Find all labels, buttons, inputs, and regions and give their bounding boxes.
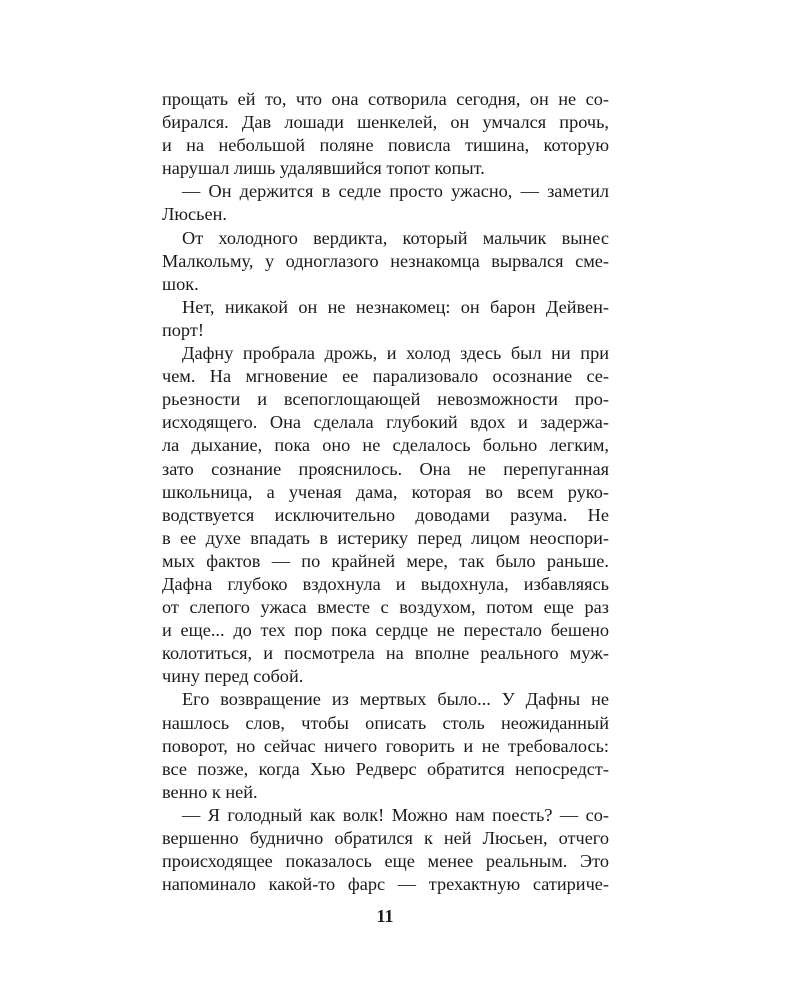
text-line: мых фактов — по крайней мере, так было раньше.	[162, 550, 609, 571]
text-line: в ее духе впадать в истерику перед лицом неоспори-	[162, 527, 609, 548]
text-line: Его возвращение из мертвых было... У Дафны не	[182, 689, 609, 710]
text-line: Малкольму, у одноглазого незнакомца вырвался сме-	[162, 250, 609, 271]
text-line: От холодного вердикта, который мальчик вынес	[182, 227, 609, 248]
text-line: вершенно буднично обратился к ней Люсьен, отчего	[162, 828, 609, 848]
text-line: Дафну пробрала дрожь, и холод здесь был ни при	[182, 343, 609, 364]
text-line: бирался. Дав лошади шенкелей, он умчался прочь,	[162, 112, 609, 133]
text-line: все позже, когда Хью Редверс обратится непосредст-	[162, 758, 609, 779]
text-line: рьезности и всепоглощающей невозможности про-	[162, 389, 609, 410]
text-line: шок.	[162, 273, 199, 294]
text-line: исходящего. Она сделала глубокий вдох и задержа-	[162, 412, 609, 433]
text-line: напоминало какой-то фарс — трехактную сатириче-	[162, 874, 609, 895]
text-line: нарушал лишь удалявшийся топот копыт.	[162, 158, 485, 179]
text-line: Люсьен.	[162, 204, 227, 225]
text-line: венно к ней.	[162, 781, 258, 802]
text-line: прощать ей то, что она сотворила сегодня, он не со-	[162, 89, 609, 109]
text-line: Дафна глубоко вздохнула и выдохнула, избавляясь	[162, 573, 609, 594]
page-number: 11	[376, 906, 394, 926]
text-line: происходящее показалось еще менее реальным. Это	[162, 851, 609, 872]
text-line: школьница, а ученая дама, которая во всем руко-	[162, 481, 609, 502]
text-line: — Я голодный как волк! Можно нам поесть? — со-	[182, 804, 609, 825]
text-line: водствуется исключительно доводами разума. Не	[162, 504, 609, 525]
text-line: Нет, никакой он не незнакомец: он барон Дейвен-	[182, 296, 609, 317]
text-line: порт!	[162, 319, 204, 340]
body-text	[162, 88, 609, 896]
text-line: от слепого ужаса вместе с воздухом, потом еще раз	[162, 597, 609, 618]
text-line: чину перед собой.	[162, 666, 304, 687]
text-line: и на небольшой поляне повисла тишина, которую	[162, 135, 609, 156]
text-line: чем. На мгновение ее парализовало осознание се-	[162, 366, 609, 387]
text-line: и еще... до тех пор пока сердце не перестало бешено	[162, 620, 609, 641]
text-line: зато сознание прояснилось. Она не перепуганная	[162, 458, 609, 479]
text-line: поворот, но сейчас ничего говорить и не требовалось:	[162, 735, 609, 756]
text-line: — Он держится в седле просто ужасно, — заметил	[182, 181, 609, 202]
text-line: нашлось слов, чтобы описать столь неожиданный	[162, 712, 609, 733]
text-line: колотиться, и посмотрела на вполне реального муж-	[162, 643, 609, 664]
text-line: ла дыхание, пока оно не сделалось больно легким,	[162, 435, 609, 456]
